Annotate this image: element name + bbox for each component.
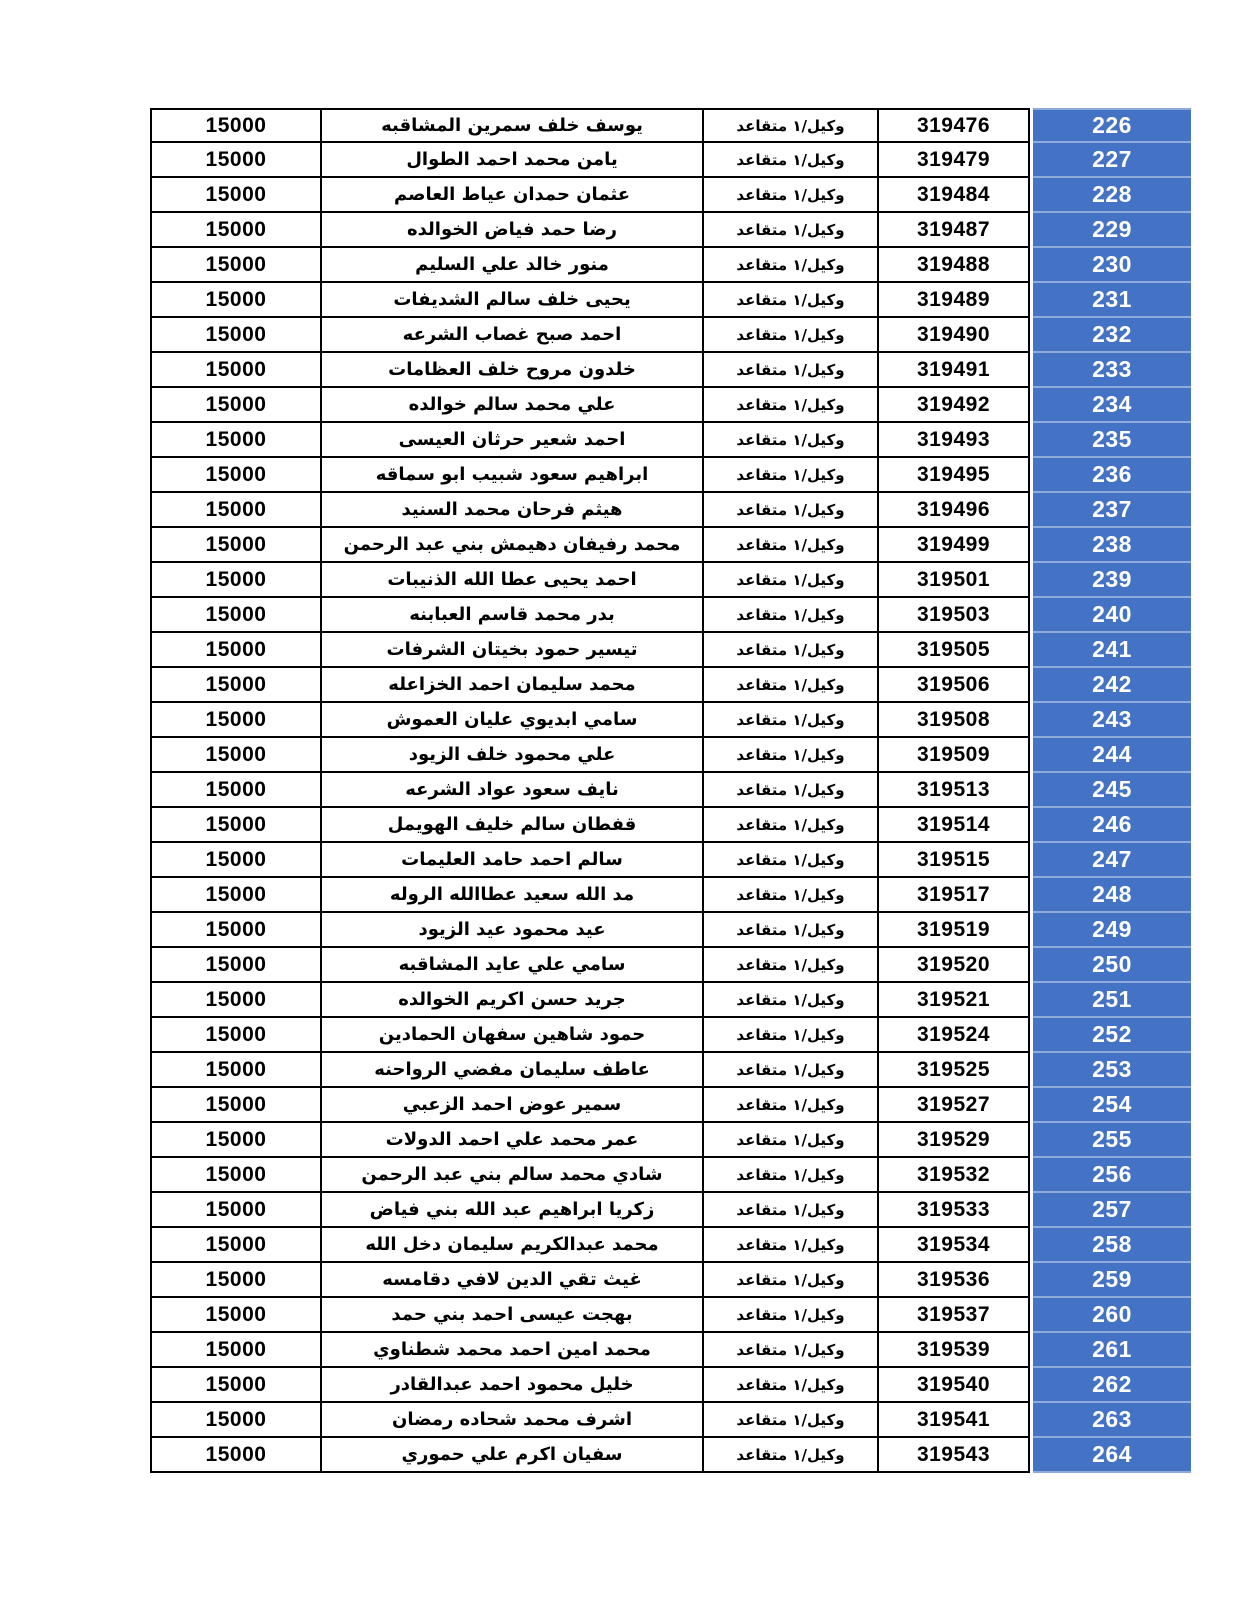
amount-cell: 15000 (150, 458, 320, 493)
rank-cell: وكيل/١ متقاعد (702, 808, 877, 843)
rank-cell: وكيل/١ متقاعد (702, 913, 877, 948)
table-row (150, 668, 1191, 703)
rank-cell: وكيل/١ متقاعد (702, 353, 877, 388)
id-cell: 319495 (877, 458, 1030, 493)
table-row (150, 353, 1191, 388)
amount-cell: 15000 (150, 1438, 320, 1473)
rank-cell: وكيل/١ متقاعد (702, 878, 877, 913)
rank-cell: وكيل/١ متقاعد (702, 1403, 877, 1438)
name-cell: علي محمد سالم خوالده (320, 388, 702, 423)
id-cell: 319543 (877, 1438, 1030, 1473)
rank-cell: وكيل/١ متقاعد (702, 703, 877, 738)
table-row (150, 423, 1191, 458)
amount-cell: 15000 (150, 1193, 320, 1228)
rank-cell: وكيل/١ متقاعد (702, 1298, 877, 1333)
serial-cell: 257 (1033, 1193, 1191, 1228)
amount-cell: 15000 (150, 388, 320, 423)
rank-cell: وكيل/١ متقاعد (702, 773, 877, 808)
table-row (150, 1263, 1191, 1298)
serial-cell: 260 (1033, 1298, 1191, 1333)
id-cell: 319501 (877, 563, 1030, 598)
table-row (150, 318, 1191, 353)
amount-cell: 15000 (150, 1228, 320, 1263)
amount-cell: 15000 (150, 528, 320, 563)
id-cell: 319479 (877, 143, 1030, 178)
serial-cell: 254 (1033, 1088, 1191, 1123)
serial-cell: 233 (1033, 353, 1191, 388)
amount-cell: 15000 (150, 318, 320, 353)
serial-cell: 236 (1033, 458, 1191, 493)
serial-cell: 259 (1033, 1263, 1191, 1298)
name-cell: منور خالد علي السليم (320, 248, 702, 283)
table-row (150, 1088, 1191, 1123)
amount-cell: 15000 (150, 808, 320, 843)
table-row (150, 1298, 1191, 1333)
id-cell: 319541 (877, 1403, 1030, 1438)
id-cell: 319520 (877, 948, 1030, 983)
id-cell: 319515 (877, 843, 1030, 878)
serial-cell: 261 (1033, 1333, 1191, 1368)
amount-cell: 15000 (150, 983, 320, 1018)
name-cell: محمد عبدالكريم سليمان دخل الله (320, 1228, 702, 1263)
name-cell: احمد شعير حرثان العيسى (320, 423, 702, 458)
amount-cell: 15000 (150, 353, 320, 388)
serial-cell: 256 (1033, 1158, 1191, 1193)
serial-cell: 242 (1033, 668, 1191, 703)
id-cell: 319496 (877, 493, 1030, 528)
rank-cell: وكيل/١ متقاعد (702, 178, 877, 213)
amount-cell: 15000 (150, 493, 320, 528)
amount-cell: 15000 (150, 1298, 320, 1333)
serial-cell: 244 (1033, 738, 1191, 773)
name-cell: محمد امين احمد محمد شطناوي (320, 1333, 702, 1368)
amount-cell: 15000 (150, 948, 320, 983)
rank-cell: وكيل/١ متقاعد (702, 248, 877, 283)
serial-cell: 264 (1033, 1438, 1191, 1473)
name-cell: بدر محمد قاسم العبابنه (320, 598, 702, 633)
rank-cell: وكيل/١ متقاعد (702, 1018, 877, 1053)
table-row (150, 248, 1191, 283)
amount-cell: 15000 (150, 878, 320, 913)
rank-cell: وكيل/١ متقاعد (702, 1193, 877, 1228)
serial-cell: 239 (1033, 563, 1191, 598)
name-cell: بهجت عيسى احمد بني حمد (320, 1298, 702, 1333)
name-cell: اشرف محمد شحاده رمضان (320, 1403, 702, 1438)
serial-cell: 235 (1033, 423, 1191, 458)
name-cell: عثمان حمدان عياط العاصم (320, 178, 702, 213)
table-row (150, 1368, 1191, 1403)
serial-cell: 246 (1033, 808, 1191, 843)
name-cell: قفطان سالم خليف الهويمل (320, 808, 702, 843)
id-cell: 319517 (877, 878, 1030, 913)
serial-cell: 250 (1033, 948, 1191, 983)
id-cell: 319493 (877, 423, 1030, 458)
id-cell: 319503 (877, 598, 1030, 633)
rank-cell: وكيل/١ متقاعد (702, 423, 877, 458)
serial-cell: 252 (1033, 1018, 1191, 1053)
table-row (150, 773, 1191, 808)
name-cell: تيسير حمود بخيتان الشرفات (320, 633, 702, 668)
table-row (150, 1018, 1191, 1053)
name-cell: محمد رفيفان دهيمش بني عبد الرحمن (320, 528, 702, 563)
id-cell: 319534 (877, 1228, 1030, 1263)
serial-cell: 258 (1033, 1228, 1191, 1263)
table-row (150, 213, 1191, 248)
table-row (150, 458, 1191, 493)
amount-cell: 15000 (150, 248, 320, 283)
name-cell: مد الله سعيد عطاالله الروله (320, 878, 702, 913)
id-cell: 319508 (877, 703, 1030, 738)
table-row (150, 1438, 1191, 1473)
id-cell: 319524 (877, 1018, 1030, 1053)
id-cell: 319525 (877, 1053, 1030, 1088)
name-cell: محمد سليمان احمد الخزاعله (320, 668, 702, 703)
table-row (150, 598, 1191, 633)
id-cell: 319488 (877, 248, 1030, 283)
table-row (150, 528, 1191, 563)
amount-cell: 15000 (150, 668, 320, 703)
name-cell: شادي محمد سالم بني عبد الرحمن (320, 1158, 702, 1193)
amount-cell: 15000 (150, 1403, 320, 1438)
amount-cell: 15000 (150, 178, 320, 213)
amount-cell: 15000 (150, 913, 320, 948)
rank-cell: وكيل/١ متقاعد (702, 983, 877, 1018)
serial-cell: 232 (1033, 318, 1191, 353)
table-row (150, 633, 1191, 668)
table-row (150, 878, 1191, 913)
rank-cell: وكيل/١ متقاعد (702, 213, 877, 248)
amount-cell: 15000 (150, 738, 320, 773)
name-cell: عاطف سليمان مفضي الرواحنه (320, 1053, 702, 1088)
table-row (150, 738, 1191, 773)
id-cell: 319490 (877, 318, 1030, 353)
rank-cell: وكيل/١ متقاعد (702, 563, 877, 598)
serial-cell: 262 (1033, 1368, 1191, 1403)
amount-cell: 15000 (150, 1053, 320, 1088)
rank-cell: وكيل/١ متقاعد (702, 1438, 877, 1473)
rank-cell: وكيل/١ متقاعد (702, 843, 877, 878)
name-cell: سمير عوض احمد الزعبي (320, 1088, 702, 1123)
name-cell: هيثم فرحان محمد السنيد (320, 493, 702, 528)
id-cell: 319519 (877, 913, 1030, 948)
table-row (150, 1053, 1191, 1088)
serial-cell: 263 (1033, 1403, 1191, 1438)
serial-cell: 255 (1033, 1123, 1191, 1158)
amount-cell: 15000 (150, 1088, 320, 1123)
name-cell: غيث تقي الدين لافي دقامسه (320, 1263, 702, 1298)
table-row (150, 563, 1191, 598)
serial-cell: 227 (1033, 143, 1191, 178)
serial-cell: 230 (1033, 248, 1191, 283)
serial-cell: 237 (1033, 493, 1191, 528)
name-cell: علي محمود خلف الزيود (320, 738, 702, 773)
retirees-table (150, 108, 1191, 1473)
name-cell: خليل محمود احمد عبدالقادر (320, 1368, 702, 1403)
name-cell: خلدون مروح خلف العظامات (320, 353, 702, 388)
table-row (150, 843, 1191, 878)
id-cell: 319499 (877, 528, 1030, 563)
amount-cell: 15000 (150, 423, 320, 458)
rank-cell: وكيل/١ متقاعد (702, 458, 877, 493)
id-cell: 319536 (877, 1263, 1030, 1298)
id-cell: 319540 (877, 1368, 1030, 1403)
id-cell: 319492 (877, 388, 1030, 423)
serial-cell: 245 (1033, 773, 1191, 808)
id-cell: 319476 (877, 108, 1030, 143)
serial-cell: 234 (1033, 388, 1191, 423)
name-cell: جريد حسن اكريم الخوالده (320, 983, 702, 1018)
name-cell: سالم احمد حامد العليمات (320, 843, 702, 878)
amount-cell: 15000 (150, 773, 320, 808)
table-row (150, 703, 1191, 738)
name-cell: حمود شاهين سفهان الحمادين (320, 1018, 702, 1053)
serial-cell: 226 (1033, 108, 1191, 143)
name-cell: سامي علي عايد المشاقبه (320, 948, 702, 983)
rank-cell: وكيل/١ متقاعد (702, 1368, 877, 1403)
id-cell: 319509 (877, 738, 1030, 773)
id-cell: 319521 (877, 983, 1030, 1018)
serial-cell: 253 (1033, 1053, 1191, 1088)
rank-cell: وكيل/١ متقاعد (702, 1228, 877, 1263)
id-cell: 319506 (877, 668, 1030, 703)
rank-cell: وكيل/١ متقاعد (702, 948, 877, 983)
table-row (150, 948, 1191, 983)
table-row (150, 108, 1191, 143)
amount-cell: 15000 (150, 843, 320, 878)
name-cell: عمر محمد علي احمد الدولات (320, 1123, 702, 1158)
serial-cell: 249 (1033, 913, 1191, 948)
rank-cell: وكيل/١ متقاعد (702, 738, 877, 773)
serial-cell: 247 (1033, 843, 1191, 878)
amount-cell: 15000 (150, 1368, 320, 1403)
table-row (150, 1193, 1191, 1228)
name-cell: يحيى خلف سالم الشديفات (320, 283, 702, 318)
table-row (150, 1228, 1191, 1263)
amount-cell: 15000 (150, 108, 320, 143)
amount-cell: 15000 (150, 1123, 320, 1158)
table-row (150, 1403, 1191, 1438)
table-row (150, 808, 1191, 843)
serial-cell: 243 (1033, 703, 1191, 738)
rank-cell: وكيل/١ متقاعد (702, 108, 877, 143)
rank-cell: وكيل/١ متقاعد (702, 598, 877, 633)
id-cell: 319513 (877, 773, 1030, 808)
amount-cell: 15000 (150, 1018, 320, 1053)
serial-cell: 240 (1033, 598, 1191, 633)
amount-cell: 15000 (150, 143, 320, 178)
rank-cell: وكيل/١ متقاعد (702, 528, 877, 563)
table-row (150, 388, 1191, 423)
rank-cell: وكيل/١ متقاعد (702, 1333, 877, 1368)
serial-cell: 229 (1033, 213, 1191, 248)
rank-cell: وكيل/١ متقاعد (702, 1053, 877, 1088)
serial-cell: 251 (1033, 983, 1191, 1018)
serial-cell: 241 (1033, 633, 1191, 668)
name-cell: رضا حمد فياض الخوالده (320, 213, 702, 248)
amount-cell: 15000 (150, 703, 320, 738)
table-row (150, 1158, 1191, 1193)
rank-cell: وكيل/١ متقاعد (702, 1088, 877, 1123)
name-cell: يوسف خلف سمرين المشاقبه (320, 108, 702, 143)
name-cell: احمد صبح غصاب الشرعه (320, 318, 702, 353)
amount-cell: 15000 (150, 598, 320, 633)
rank-cell: وكيل/١ متقاعد (702, 493, 877, 528)
table-row (150, 283, 1191, 318)
rank-cell: وكيل/١ متقاعد (702, 668, 877, 703)
table-row (150, 1333, 1191, 1368)
id-cell: 319533 (877, 1193, 1030, 1228)
serial-cell: 248 (1033, 878, 1191, 913)
id-cell: 319491 (877, 353, 1030, 388)
name-cell: عيد محمود عيد الزيود (320, 913, 702, 948)
table-row (150, 913, 1191, 948)
amount-cell: 15000 (150, 1158, 320, 1193)
name-cell: سفيان اكرم علي حموري (320, 1438, 702, 1473)
rank-cell: وكيل/١ متقاعد (702, 1263, 877, 1298)
name-cell: نايف سعود عواد الشرعه (320, 773, 702, 808)
amount-cell: 15000 (150, 283, 320, 318)
amount-cell: 15000 (150, 633, 320, 668)
name-cell: زكريا ابراهيم عبد الله بني فياض (320, 1193, 702, 1228)
amount-cell: 15000 (150, 1333, 320, 1368)
amount-cell: 15000 (150, 1263, 320, 1298)
id-cell: 319537 (877, 1298, 1030, 1333)
table-row (150, 1123, 1191, 1158)
rank-cell: وكيل/١ متقاعد (702, 318, 877, 353)
rank-cell: وكيل/١ متقاعد (702, 283, 877, 318)
id-cell: 319514 (877, 808, 1030, 843)
table-row (150, 178, 1191, 213)
name-cell: سامي ابديوي عليان العموش (320, 703, 702, 738)
id-cell: 319489 (877, 283, 1030, 318)
rank-cell: وكيل/١ متقاعد (702, 1123, 877, 1158)
id-cell: 319505 (877, 633, 1030, 668)
table-row (150, 493, 1191, 528)
serial-cell: 228 (1033, 178, 1191, 213)
id-cell: 319532 (877, 1158, 1030, 1193)
id-cell: 319529 (877, 1123, 1030, 1158)
rank-cell: وكيل/١ متقاعد (702, 633, 877, 668)
id-cell: 319539 (877, 1333, 1030, 1368)
amount-cell: 15000 (150, 213, 320, 248)
serial-cell: 238 (1033, 528, 1191, 563)
rank-cell: وكيل/١ متقاعد (702, 388, 877, 423)
name-cell: يامن محمد احمد الطوال (320, 143, 702, 178)
rank-cell: وكيل/١ متقاعد (702, 1158, 877, 1193)
name-cell: احمد يحيى عطا الله الذنيبات (320, 563, 702, 598)
amount-cell: 15000 (150, 563, 320, 598)
table-row (150, 143, 1191, 178)
serial-cell: 231 (1033, 283, 1191, 318)
name-cell: ابراهيم سعود شبيب ابو سماقه (320, 458, 702, 493)
id-cell: 319484 (877, 178, 1030, 213)
id-cell: 319527 (877, 1088, 1030, 1123)
table-row (150, 983, 1191, 1018)
id-cell: 319487 (877, 213, 1030, 248)
rank-cell: وكيل/١ متقاعد (702, 143, 877, 178)
